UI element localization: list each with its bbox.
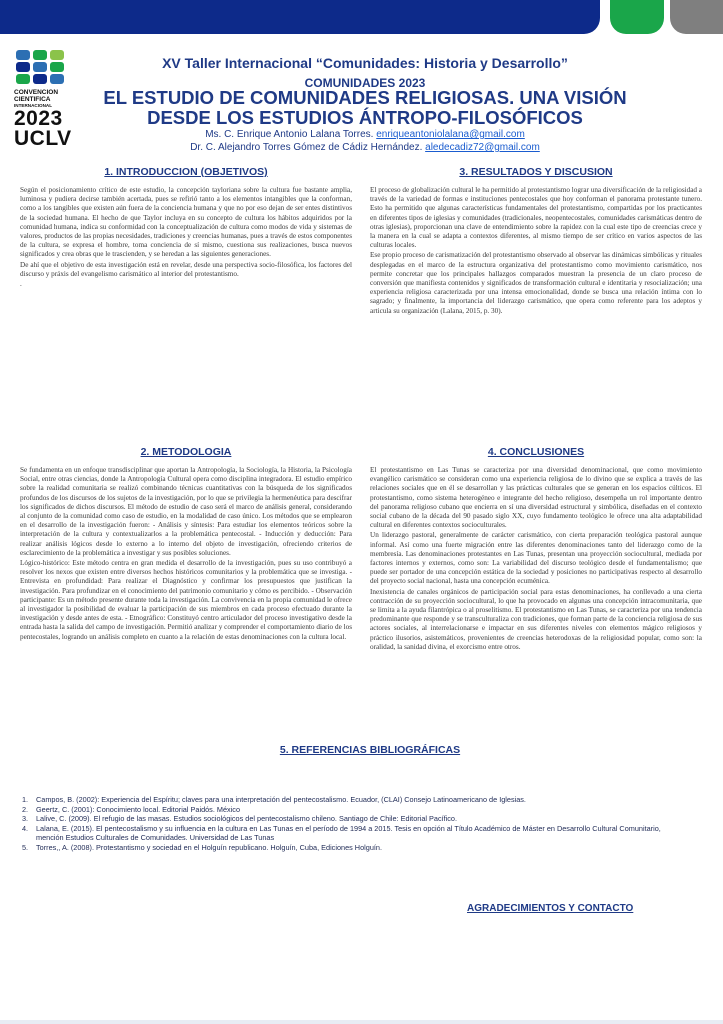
reference-number: 4. — [22, 823, 29, 833]
results-paragraph: Ese propio proceso de carismatización del protestantismo observado al observar las dinámicas simbólicas y rituales desplegadas en el marco de la estructura organizativa del protestantismo como movimiento carismático, nos permite concretar que los principales hallazgos comparados muestran la presencia de un claro proceso de conversión que manifiesta contenidos y significados de transformación cultural e identitaria y resocialización; una experiencia religiosa caracterizada por una intensa emocionalidad, donde se busca una relación íntima con lo sagrado; y finalmente, la importancia del liderazgo carismático, que opera como referente para los adeptos y articula su organización (Lalana, 2015, p. 30). — [370, 251, 702, 315]
green-bar — [610, 0, 664, 34]
references-list — [22, 795, 682, 853]
navy-bar — [0, 0, 600, 34]
convention-logo — [14, 48, 72, 150]
author-2-email-link[interactable]: aledecadiz72@gmail.com — [425, 142, 540, 153]
logo-org: UCLV — [14, 127, 72, 150]
conclusions-body — [370, 466, 702, 653]
method-body — [20, 466, 352, 643]
reference-text: Torres,, A. (2008). Protestantismo y sociedad en el Holguín republicano. Holguín, Cuba, Ediciones Holguín. — [36, 842, 382, 852]
author-1-name: Ms. C. Enrique Antonio Lalana Torres. — [205, 129, 374, 140]
references-heading: 5. REFERENCIAS BIBLIOGRÁFICAS — [279, 744, 461, 756]
reference-number: 3. — [22, 814, 29, 824]
gray-bar — [670, 0, 723, 34]
acknowledgements-heading: AGRADECIMIENTOS Y CONTACTO — [467, 903, 634, 914]
reference-text: Campos, B. (2002): Experiencia del Espíritu; claves para una interpretación del pentecostalismo. Ecuador, (CLAI) Consejo Latinoamericano de Iglesias. — [36, 795, 526, 804]
conclusions-paragraph: Inexistencia de canales orgánicos de participación social para estas denominaciones, ha conllevado a una cierta contracción de su proyección sociocultural, lo que ha provocado en algunas una concepción intracomunitaria, que se limita a la ayuda filantrópica o al proselitismo. El protestantismo en Las Tunas, se caracteriza por una tendencia predominante que responde y se transculturaliza con tradiciones, que forman parte de la conciencia religiosa de sus actores sociales, al interrelacionarse e impactar en sus diferentes niveles con elementos mágico religiosos y práctico ilusorios, asistemáticos, provenientes de creencias heterodoxas de la religiosidad popular, como son: la oralidad, la sanidad divina, el exorcismo entre otros. — [370, 587, 702, 651]
reference-item — [22, 814, 682, 824]
logo-squares-icon — [14, 48, 66, 86]
reference-text: Lalana, E. (2015). El pentecostalismo y su influencia en la cultura en Las Tunas en el período de 1994 a 2015. Tesis en opción al Título Académico de Máster en Desarrollo Cultural Comunitario, mención Estudios Culturales de Comunidades. Universidad de Las Tunas — [36, 823, 661, 843]
intro-body — [20, 186, 352, 290]
logo-year: 2023 — [14, 107, 63, 130]
reference-item — [22, 824, 682, 843]
conclusions-paragraph: El protestantismo en Las Tunas se caracteriza por una diversidad denominacional, que como movimiento evangélico carismático se consideran como una experiencia religiosa de lo divino que se explica a través de las relaciones sociales que en él se desarrollan y las prácticas culturales que se generan en los espacios cúlticos. El protestantismo, como sistema heterogéneo e integrante del hecho religioso, desempeña un rol importante dentro del panorama religioso cubano que encierra en sí una diversidad estructural y simbólica, diseñadas en el contexto social cubano de la década del 90 pasado siglo XX, cuyo fundamento teológico le ofrece una alta adaptabilidad cultural en diferentes contextos socioculturales. — [370, 466, 702, 530]
reference-text: Geertz, C. (2001): Conocimiento local. Editorial Paidós. México — [36, 804, 240, 814]
author-2 — [95, 141, 635, 154]
reference-number: 2. — [22, 804, 29, 814]
intro-paragraph: . — [20, 280, 22, 289]
conclusions-paragraph: Un liderazgo pastoral, generalmente de carácter carismático, con cierta preparación teológica pastoral aunque informal. Así como una fuerte migración entre las diferentes denominaciones tanto del liderazgo como de la membresía. Las denominaciones protestantes en Las Tunas, presentan una proyección sociocultural, mediada por factores internos y externos, como son: La variabilidad del discurso teológico desde el fundamentalismo; que puede ser portador de una concepción estática de la sociedad y posiciones no participativas respecto al desarrollo del proyecto social nacional, hasta una concepción ecuménica. — [370, 531, 702, 586]
author-2-name: Dr. C. Alejandro Torres Gómez de Cádiz Hernández. — [190, 142, 423, 153]
top-color-bar — [0, 0, 723, 36]
reference-text: Lalive, C. (2009). El refugio de las masas. Estudios sociológicos del pentecostalismo chileno. Santiago de Chile: Editorial Pacífico. — [36, 814, 458, 824]
authors — [95, 128, 635, 154]
author-1-email-link[interactable]: enriqueantoniolalana@gmail.com — [376, 129, 525, 140]
logo-line3: INTERNACIONAL — [14, 103, 53, 108]
event-title: XV Taller Internacional “Comunidades: Historia y Desarrollo” — [162, 55, 568, 71]
poster-title — [95, 88, 635, 128]
title-line-1: EL ESTUDIO DE COMUNIDADES RELIGIOSAS. UNA VISIÓN — [103, 87, 627, 108]
author-1 — [95, 128, 635, 141]
reference-item — [22, 795, 682, 805]
reference-number: 1. — [22, 795, 29, 804]
title-line-2: DESDE LOS ESTUDIOS ÁNTROPO-FILOSÓFICOS — [147, 107, 583, 128]
reference-number: 5. — [22, 842, 29, 852]
method-paragraph: Lógico-histórico: Este método centra en gran medida el desarrollo de la investigación, pues su uso contribuyó a resolver los nexos que existen entre diversos hechos históricos comunitarios y la problemática que se investiga. - Entrevista en profundidad: Para realizar el Diagnóstico y confirmar los presupuestos que justifican la investigación. Para profundizar en el conocimiento del patrimonio comunitario y cómo es percibido. - Observación participante: Es un método presente durante toda la investigación. La convivencia en la propia comunidad le ofrece al investigador la posibilidad de evaluar la participación de sus miembros en cada proceso efectuado durante la investigación y desde antes de esta. - Etnográfico: Constituyó centro articulador del proceso investigativo desde la entrada hasta la salida del campo de investigación. Permitió analizar y comprender el comportamiento diario de los pentecostales, logrando un análisis completo en cuanto a la relación de estas denominaciones con la cultura local. — [20, 559, 352, 641]
method-paragraph: Se fundamenta en un enfoque transdisciplinar que aportan la Antropología, la Sociología, la Historia, la Psicología Social, entre otras ciencias, donde la Antropología Cultural opera como disciplina integradora. El estudio empírico sobre la realidad comunitaria se realizó combinando técnicas cuantitativas con la búsqueda de los significados profundos de los discursos de los sujetos de la investigación, por lo que se privilegia la hermenéutica para descifrar los significados de dichos discursos. El método de estudio de caso será el marco de análisis general, considerando al conjunto de la comunidad como caso de estudio, en la modalidad de caso único. Los métodos que se emplearon en el desarrollo de la investigación fueron: - Análisis y síntesis: Para estudiar los elementos teóricos sobre la interpretación de la cultura y contextualizarlos a la problemática pentecostal. - Inducción y deducción: Para realizar análisis lógicos desde lo externo a lo interno del objeto de investigación, ofreciendo criterios de esclarecimiento de la problemática a investigar y sus posibles soluciones. — [20, 466, 352, 557]
intro-heading: 1. INTRODUCCION (OBJETIVOS) — [104, 166, 268, 178]
method-heading: 2. METODOLOGIA — [140, 446, 232, 458]
reference-item — [22, 805, 682, 815]
bottom-strip — [0, 1020, 723, 1024]
results-heading: 3. RESULTADOS Y DISCUSION — [459, 166, 613, 178]
logo-line1: CONVENCION — [14, 89, 59, 96]
logo-line2: CIENTIFICA — [14, 96, 51, 103]
conclusions-heading: 4. CONCLUSIONES — [487, 446, 585, 458]
results-body — [370, 186, 702, 317]
intro-paragraph: De ahí que el objetivo de esta investigación está en revelar, desde una perspectiva socio-filosófica, los factores del discurso y práxis del evangelismo carismático al interior del protestantismo. — [20, 260, 352, 278]
results-paragraph: El proceso de globalización cultural le ha permitido al protestantismo lograr una diversificación de la religiosidad a través de la variedad de formas e instituciones pentecostales que hoy conforman el panorama protestante tunero. Esto ha permitido que algunas características fundamentales del protestantismo, compartidas por los practicantes en diferentes tipos de iglesias y comunidades (tradicionales, neopentecostales, comunidades carismáticas dentro de otras iglesias), proporcionan una clave de entendimiento sobre la rapidez con la cual este tipo de creencias crece y la manera en la cual se adapta a contextos diferentes, al mismo tiempo de ser crítico en varios aspectos de las culturas locales. — [370, 186, 702, 250]
reference-item — [22, 843, 682, 853]
event-subtitle: COMUNIDADES 2023 — [304, 76, 426, 90]
intro-paragraph: Según el posicionamiento crítico de este estudio, la concepción tayloriana sobre la cultura fue bastante amplia, luminosa y pudiera decirse también acertada, pues se refirió tanto a los elementos intangibles que la conforman, como a los tangibles que existen aún fuera de la conciencia humana y que no por eso dejan de ser entes distintivos de la sociedad humana. El hecho de que Taylor incluya en su concepto de cultura los hábitos adquiridos por la comunidad humana, indica su conformidad con la conceptualización de cultura como modos de vida y sistemas de valores, productos de las propias necesidades, tradiciones y creencias humanas, pues a través de estos componentes de la cultura, se expresa el hombre, toma conciencia de sí mismo, cuestiona sus realizaciones, busca nuevos significados y crea obras que le trascienden, y se heredan a las siguientes generaciones. — [20, 186, 352, 259]
